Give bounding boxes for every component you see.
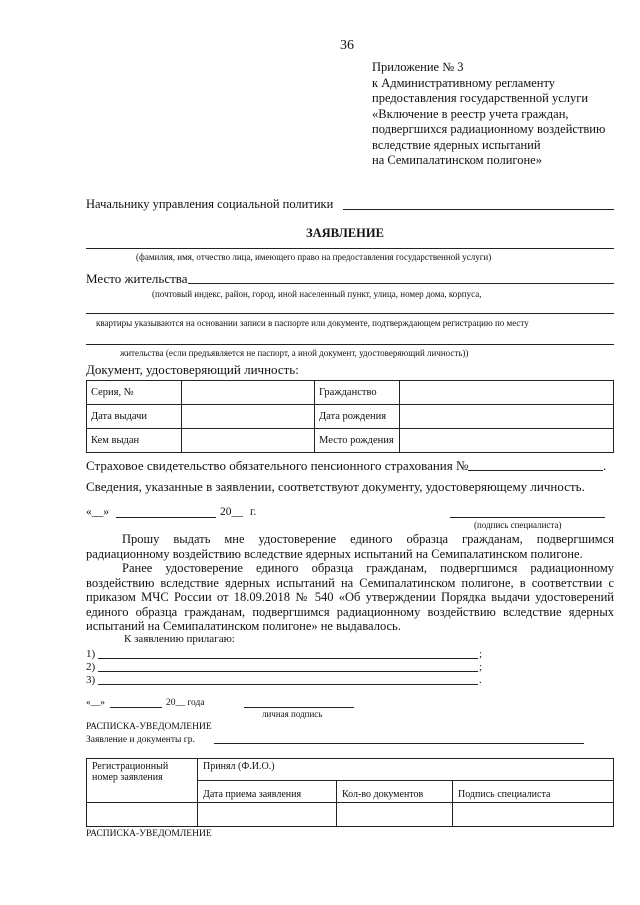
specialist-sign-hint: (подпись специалиста) — [474, 520, 562, 530]
accepted-label: Принял (Ф.И.О.) — [198, 759, 614, 781]
snils-label: Страховое свидетельство обязательного пенсионного страхования № — [86, 458, 469, 473]
attach-end-3: . — [479, 674, 482, 686]
birth-date-label: Дата рождения — [315, 405, 400, 429]
date-year: 20__ — [220, 506, 243, 518]
residence-field[interactable] — [188, 283, 614, 284]
appendix-line: вследствие ядерных испытаний — [372, 137, 541, 152]
residence-hint: жительства (если предъявляется не паспорт, а иной документ, удостоверяющий личность)) — [120, 348, 469, 358]
attach-end-1: ; — [479, 648, 483, 660]
attach-num-1: 1) — [86, 648, 96, 660]
attach-label: К заявлению прилагаю: — [124, 633, 235, 645]
date-label: Дата приема заявления — [198, 781, 337, 803]
appendix-line: к Административному регламенту — [372, 75, 556, 90]
addressee-field[interactable] — [343, 209, 614, 210]
attach-field-3[interactable] — [98, 684, 478, 685]
page-number: 36 — [340, 38, 354, 53]
residence-field-3[interactable] — [86, 344, 614, 345]
citizenship-label: Гражданство — [315, 381, 400, 405]
attach-end-2: ; — [479, 661, 483, 673]
series-value[interactable] — [182, 381, 315, 405]
birth-place-value[interactable] — [400, 429, 614, 453]
residence-label: Место жительства — [86, 271, 188, 286]
attach-num-3: 3) — [86, 674, 96, 686]
appendix-block — [372, 60, 605, 169]
reg-number-label: Регистрационный номер заявления — [87, 759, 198, 803]
fio-hint: (фамилия, имя, отчество лица, имеющего право на предоставления государственной услуги) — [136, 252, 492, 262]
docs-from-field[interactable] — [214, 743, 584, 744]
signature-label: Подпись специалиста — [453, 781, 614, 803]
id-doc-label: Документ, удостоверяющий личность: — [86, 362, 299, 377]
reg-number-value[interactable] — [87, 803, 198, 827]
specialist-sign-field[interactable] — [450, 517, 605, 518]
attach-num-2: 2) — [86, 661, 96, 673]
docs-from-label: Заявление и документы гр. — [86, 735, 195, 745]
personal-sign-field[interactable] — [244, 707, 354, 708]
previous-paragraph: Ранее удостоверение единого образца гражданам, подвергшимся радиационному воздействию вследствие ядерных испытаний на Семипалатинском полигоне, в соответствии с приказом МЧС России от 18.09.2018 № 540 «Об утверждении Порядка выдачи удостоверений единого образца гражданам, подвергшимся радиационному воздействию вследствие ядерных испытаний на Семипалатинском полигоне» не выдавалось. — [86, 561, 614, 634]
signature-value[interactable] — [453, 803, 614, 827]
snils-field[interactable] — [468, 470, 603, 471]
issue-date-label: Дата выдачи — [87, 405, 182, 429]
series-label: Серия, № — [87, 381, 182, 405]
count-label: Кол-во документов — [337, 781, 453, 803]
attach-field-1[interactable] — [98, 658, 478, 659]
confirm-text: Сведения, указанные в заявлении, соответствуют документу, удостоверяющему личность. — [86, 479, 585, 494]
receipt-heading-bottom: РАСПИСКА-УВЕДОМЛЕНИЕ — [86, 829, 212, 839]
date2-month-field[interactable] — [110, 707, 162, 708]
appendix-line: «Включение в реестр учета граждан, — [372, 106, 569, 121]
apartment-hint: квартиры указываются на основании записи в паспорте или документе, подтверждающем регистрацию по месту — [96, 318, 529, 328]
date2-open: «__» — [86, 698, 105, 708]
date-open: «__» — [86, 506, 109, 518]
fio-field[interactable] — [86, 248, 614, 249]
document-title: ЗАЯВЛЕНИЕ — [306, 226, 384, 240]
appendix-line: предоставления государственной услуги — [372, 91, 589, 105]
issued-by-value[interactable] — [182, 429, 315, 453]
birth-place-label: Место рождения — [315, 429, 400, 453]
appendix-line: на Семипалатинском полигоне» — [372, 153, 542, 167]
date-g: г. — [250, 506, 257, 518]
address-hint: (почтовый индекс, район, город, иной населенный пункт, улица, номер дома, корпуса, — [152, 289, 482, 299]
receipt-table — [86, 758, 614, 827]
residence-field-2[interactable] — [86, 313, 614, 314]
date-value[interactable] — [198, 803, 337, 827]
addressee-label: Начальнику управления социальной политики — [86, 197, 334, 211]
citizenship-value[interactable] — [400, 381, 614, 405]
date-month-field[interactable] — [116, 517, 216, 518]
issued-by-label: Кем выдан — [87, 429, 182, 453]
id-document-table — [86, 380, 614, 453]
birth-date-value[interactable] — [400, 405, 614, 429]
personal-sign-hint: личная подпись — [262, 709, 323, 719]
request-paragraph: Прошу выдать мне удостоверение единого образца гражданам, подвергшимся радиационному воздействию вследствие ядерных испытаний на Семипалатинском полигоне. — [86, 532, 614, 561]
count-value[interactable] — [337, 803, 453, 827]
date2-year: 20__ года — [166, 698, 205, 708]
snils-tail: . — [603, 458, 607, 473]
issue-date-value[interactable] — [182, 405, 315, 429]
attach-field-2[interactable] — [98, 671, 478, 672]
receipt-heading: РАСПИСКА-УВЕДОМЛЕНИЕ — [86, 722, 212, 732]
appendix-line: Приложение № 3 — [372, 60, 464, 74]
appendix-line: подвергшихся радиационному воздействию — [372, 122, 606, 136]
